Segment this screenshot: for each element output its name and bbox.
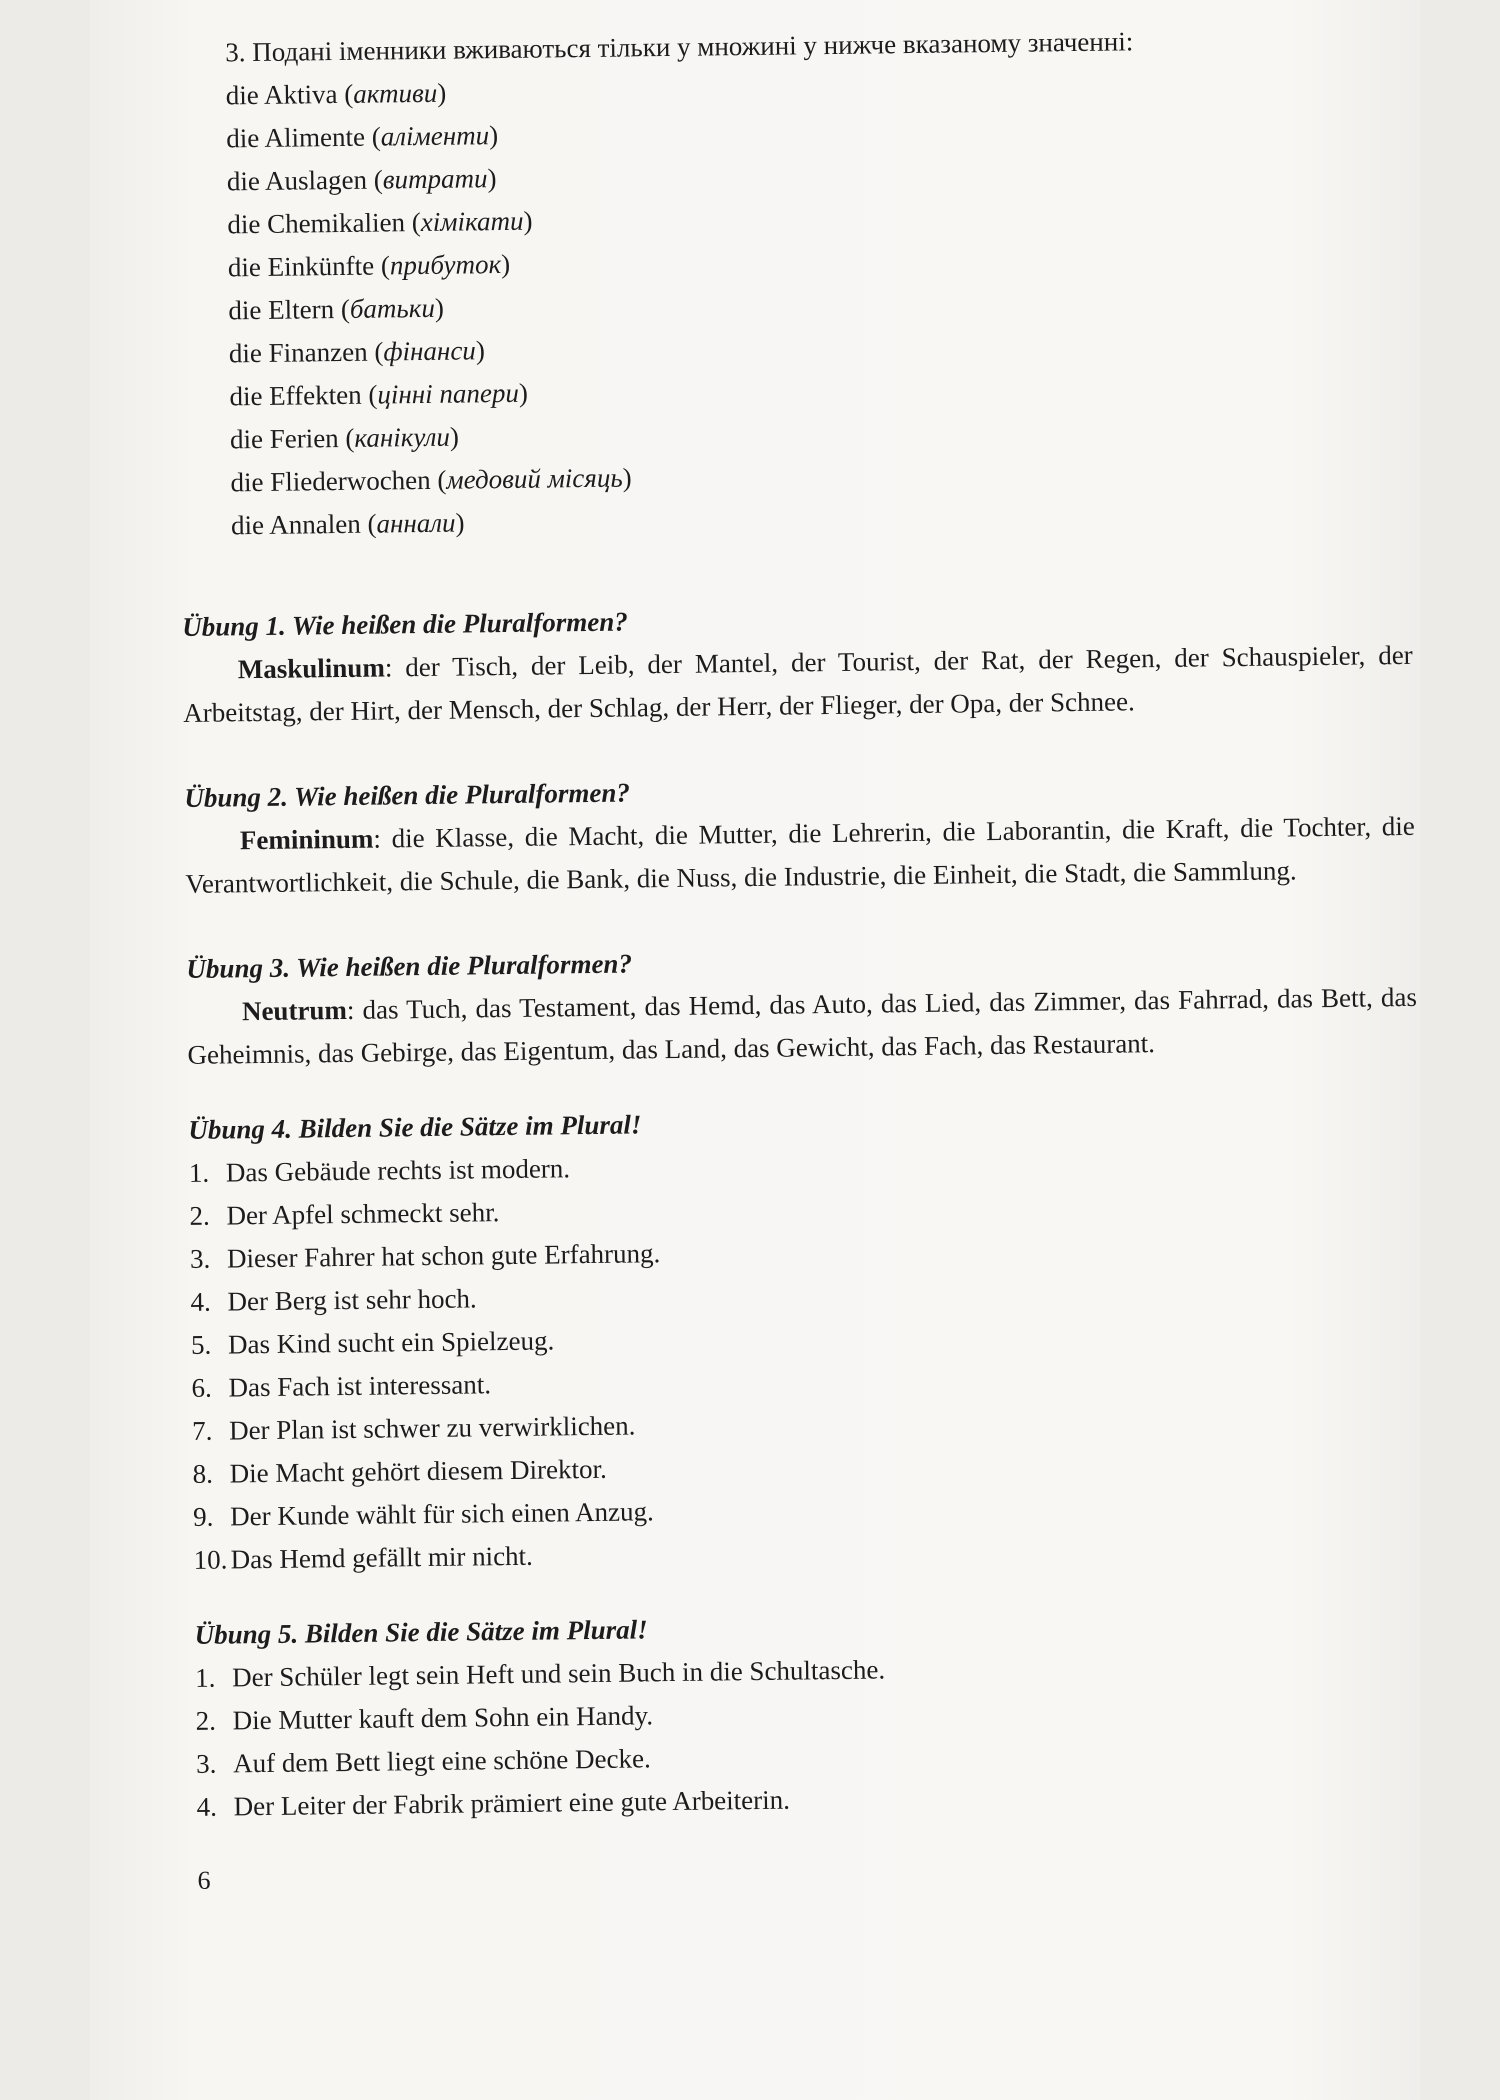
- noun-german: die Einkünfte: [227, 250, 375, 283]
- exercise-1-text: Maskulinum: der Tisch, der Leib, der Mantel, der Tourist, der Rat, der Regen, der Schauspieler, der Arbeitstag, der Hirt, der Mensch, der Schlag, der Herr, der Flieger, der Opa, der Schnee.: [183, 639, 1413, 728]
- list-item: die Finanzen (фінанси): [228, 335, 486, 369]
- item-number: 3.: [189, 1243, 211, 1274]
- sentence-text: Der Plan ist schwer zu verwirklichen.: [228, 1410, 636, 1446]
- exercise-3-title: Übung 3. Wie heißen die Pluralformen?: [186, 948, 633, 984]
- sentence-text: Der Berg ist sehr hoch.: [227, 1283, 477, 1317]
- item-number: 2.: [189, 1200, 210, 1231]
- noun-german: die Finanzen: [228, 336, 368, 369]
- noun-translation: батьки: [349, 292, 436, 324]
- sentence-text: Der Leiter der Fabrik prämiert eine gute Arbeiterin.: [233, 1784, 791, 1822]
- noun-translation: хімікати: [420, 205, 524, 238]
- item-number: 4.: [190, 1286, 211, 1317]
- noun-list: die Klasse, die Macht, die Mutter, die Lehrerin, die Laborantin, die Kraft, die Tochter, die Verantwortlichkeit, die Schule, die Bank, die Nuss, die Industrie, die Einheit, die Stadt, die Sammlung.: [185, 810, 1415, 899]
- gender-label: Femininum: [239, 823, 374, 856]
- list-item: die Auslagen (витрати): [226, 163, 497, 197]
- sentence-text: Die Mutter kauft dem Sohn ein Handy.: [232, 1700, 654, 1736]
- item-number: 7.: [191, 1415, 213, 1446]
- sentence-text: Der Kunde wählt für sich einen Anzug.: [229, 1496, 654, 1532]
- list-item: die Fliederwochen (медовий місяць): [230, 462, 632, 498]
- item-number: 2.: [195, 1705, 217, 1736]
- sentence-text: Das Hemd gefällt mir nicht.: [230, 1540, 533, 1575]
- exercise-5-title: Übung 5. Bilden Sie die Sätze im Plural!: [194, 1614, 648, 1650]
- noun-translation: аннали: [376, 507, 456, 539]
- noun-german: die Annalen: [230, 508, 361, 541]
- list-item: die Ferien (канікули): [229, 421, 460, 455]
- noun-translation: активи: [353, 77, 438, 109]
- noun-translation: аліменти: [380, 120, 490, 152]
- noun-german: die Fliederwochen: [230, 464, 431, 498]
- sentence-text: Das Gebäude rechts ist modern.: [225, 1153, 571, 1188]
- noun-translation: цінні папери: [377, 377, 520, 410]
- exercise-2-text: Femininum: die Klasse, die Macht, die Mutter, die Lehrerin, die Laborantin, die Kraft, die Tochter, die Verantwortlichkeit, die Schule, die Bank, die Nuss, die Industrie, die Einheit, die Stadt, die Sammlung.: [185, 810, 1415, 899]
- list-item: die Einkünfte (прибуток): [227, 248, 511, 283]
- sentence-text: Auf dem Bett liegt eine schöne Decke.: [232, 1743, 651, 1779]
- list-item: die Eltern (батьки): [228, 292, 445, 326]
- exercise-4-sentences: [189, 1137, 1424, 1582]
- exercise-5-sentences: [195, 1642, 1427, 1829]
- sentence-text: Die Macht gehört diesem Direktor.: [229, 1453, 607, 1489]
- list-item: die Annalen (аннали): [230, 507, 465, 541]
- noun-translation: фінанси: [383, 335, 477, 367]
- item-number: 8.: [192, 1458, 214, 1489]
- noun-german: die Ferien: [229, 423, 339, 455]
- sentence-text: Der Apfel schmeckt sehr.: [226, 1197, 500, 1231]
- noun-german: die Chemikalien: [227, 207, 406, 240]
- item-number: 5.: [190, 1329, 212, 1360]
- noun-list: der Tisch, der Leib, der Mantel, der Tourist, der Rat, der Regen, der Schauspieler, der Arbeitstag, der Hirt, der Mensch, der Schlag, der Herr, der Flieger, der Opa, der Schnee.: [183, 639, 1413, 728]
- list-item: die Chemikalien (хімікати): [227, 205, 533, 240]
- sentence-text: Das Kind sucht ein Spielzeug.: [227, 1325, 555, 1360]
- sentence-text: Das Fach ist interessant.: [228, 1369, 492, 1403]
- noun-list: das Tuch, das Testament, das Hemd, das Auto, das Lied, das Zimmer, das Fahrrad, das Bett, das Geheimnis, das Gebirge, das Eigentum, das Land, das Gewicht, das Fach, das Restaurant.: [187, 981, 1418, 1070]
- exercise-2-title: Übung 2. Wie heißen die Pluralformen?: [184, 777, 631, 813]
- noun-german: die Effekten: [229, 379, 362, 412]
- exercise-4-title: Übung 4. Bilden Sie die Sätze im Plural!: [188, 1109, 642, 1145]
- noun-translation: медовий місяць: [446, 462, 623, 495]
- item-number: 10.: [193, 1544, 228, 1575]
- noun-translation: канікули: [354, 421, 451, 453]
- noun-translation: витрати: [382, 163, 488, 195]
- item-number: 1.: [188, 1157, 210, 1188]
- list-item: die Aktiva (активи): [225, 77, 447, 111]
- noun-translation: прибуток: [389, 249, 502, 281]
- page-number: 6: [197, 1865, 211, 1895]
- item-number: 6.: [191, 1372, 212, 1403]
- sentence-text: Dieser Fahrer hat schon gute Erfahrung.: [226, 1238, 661, 1274]
- noun-german: die Eltern: [228, 294, 335, 326]
- noun-german: die Auslagen: [226, 164, 368, 197]
- exercise-1-title: Übung 1. Wie heißen die Pluralformen?: [182, 606, 628, 642]
- intro-heading: 3. Подані іменники вживаються тільки у множині у нижче вказаному значенні:: [225, 26, 1134, 68]
- list-item: die Alimente (аліменти): [226, 120, 499, 154]
- gender-label: Maskulinum: [237, 652, 386, 685]
- item-number: 9.: [192, 1501, 214, 1532]
- exercise-3-text: Neutrum: das Tuch, das Testament, das Hemd, das Auto, das Lied, das Zimmer, das Fahrrad, das Bett, das Geheimnis, das Gebirge, das Eigentum, das Land, das Gewicht, das Fach, das Restaurant.: [187, 981, 1418, 1070]
- item-number: 4.: [196, 1791, 218, 1822]
- list-item: die Effekten (цінні папери): [229, 377, 529, 412]
- item-number: 3.: [195, 1748, 217, 1779]
- noun-german: die Alimente: [226, 121, 366, 154]
- gender-label: Neutrum: [241, 994, 348, 1027]
- item-number: 1.: [194, 1662, 216, 1693]
- page-content: [175, 17, 1428, 1902]
- noun-german: die Aktiva: [225, 79, 338, 111]
- plural-nouns-list: [176, 60, 1412, 548]
- sentence-text: Der Schüler legt sein Heft und sein Buch in die Schultasche.: [231, 1654, 886, 1693]
